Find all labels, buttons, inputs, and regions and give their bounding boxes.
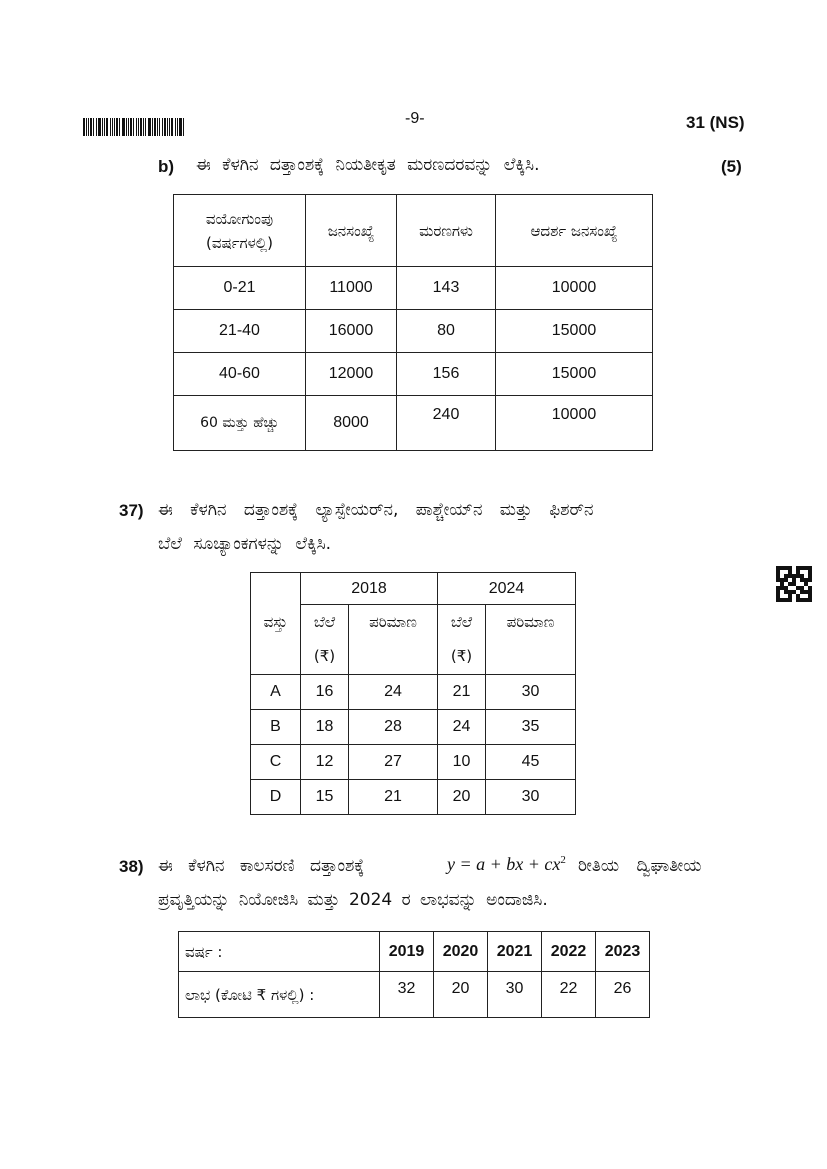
cell: 80 — [397, 310, 496, 353]
cell: D — [251, 780, 301, 815]
barcode-bar — [183, 118, 184, 136]
cell: 10000 — [496, 396, 653, 451]
cell: 0-21 — [174, 267, 306, 310]
rupee-unit: (₹) — [438, 639, 486, 675]
cell: 16 — [301, 675, 349, 710]
cell: 21 — [438, 675, 486, 710]
cell: 27 — [349, 745, 438, 780]
cell: 12000 — [306, 353, 397, 396]
cell: 15000 — [496, 353, 653, 396]
cell: A — [251, 675, 301, 710]
table-row — [174, 353, 653, 396]
header-quantity: ಪರಿಮಾಣ — [349, 605, 438, 675]
cell: 30 — [486, 675, 576, 710]
q37-line2: ಬೆಲೆ ಸೂಚ್ಯಾಂಕಗಳನ್ನು ಲೆಕ್ಕಿಸಿ. — [158, 534, 332, 554]
year-label: ವರ್ಷ : — [179, 932, 380, 972]
barcode-bar — [138, 118, 139, 136]
q38-line1-a: ಈ ಕೆಳಗಿನ ಕಾಲಸರಣಿ ದತ್ತಾಂಶಕ್ಕೆ — [158, 856, 365, 876]
barcode-bar — [136, 118, 137, 136]
qr-code — [776, 566, 812, 602]
q37-line1: ಈ ಕೆಳಗಿನ ದತ್ತಾಂಶಕ್ಕೆ ಲ್ಯಾಸ್ಪೇಯರ್‌ನ, ಪಾಶ್ಚೇಯ್‌ನ ಮತ್ತು ಫಿಶರ್‌ನ — [158, 500, 594, 520]
year-cell: 2020 — [434, 932, 488, 972]
cell: 15 — [301, 780, 349, 815]
cell: 28 — [349, 710, 438, 745]
barcode-bar — [148, 118, 151, 136]
barcode-bar — [154, 118, 156, 136]
barcode-bar — [152, 118, 153, 136]
barcode-bar — [167, 118, 168, 136]
barcode-bar — [102, 118, 103, 136]
header-deaths: ಮರಣಗಳು — [397, 195, 496, 267]
cell: 11000 — [306, 267, 397, 310]
barcode-bar — [114, 118, 115, 136]
header-year-2018: 2018 — [301, 573, 438, 605]
barcode-bar — [175, 118, 176, 136]
cell: 12 — [301, 745, 349, 780]
barcode-bar — [90, 118, 92, 136]
barcode-bar — [179, 118, 182, 136]
barcode-bar — [86, 118, 87, 136]
barcode-bar — [126, 118, 127, 136]
cell: 156 — [397, 353, 496, 396]
formula-exponent: 2 — [560, 854, 566, 866]
cell: 21-40 — [174, 310, 306, 353]
barcode-bar — [128, 118, 129, 136]
barcode-bar — [157, 118, 158, 136]
barcode-bar — [130, 118, 132, 136]
profit-cell: 30 — [488, 972, 542, 1018]
barcode-bar — [106, 118, 108, 136]
year-cell: 2023 — [596, 932, 650, 972]
q36b-label: b) — [158, 157, 175, 176]
barcode-bar — [159, 118, 160, 136]
barcode-bar — [171, 118, 173, 136]
q38-number: 38) — [119, 857, 144, 876]
table-row — [251, 780, 576, 815]
profit-label: ಲಾಭ (ಕೋಟಿ ₹ ಗಳಲ್ಲಿ) : — [179, 972, 380, 1018]
cell: 143 — [397, 267, 496, 310]
table-row — [251, 675, 576, 710]
q36b-text: ಈ ಕೆಳಗಿನ ದತ್ತಾಂಶಕ್ಕೆ ನಿಯತೀಕೃತ ಮರಣದರವನ್ನು ಲೆಕ್ಕಿಸಿ. — [196, 155, 540, 175]
barcode-bar — [145, 118, 146, 136]
profit-table — [178, 931, 650, 1018]
header-standard-population: ಆದರ್ಶ ಜನಸಂಖ್ಯೆ — [496, 195, 653, 267]
cell: 30 — [486, 780, 576, 815]
barcode-bar — [116, 118, 118, 136]
barcode-bar — [169, 118, 170, 136]
mortality-table — [173, 194, 653, 451]
cell: 10000 — [496, 267, 653, 310]
table-row — [251, 745, 576, 780]
profit-cell: 32 — [380, 972, 434, 1018]
cell: B — [251, 710, 301, 745]
rupee-unit: (₹) — [301, 639, 349, 675]
barcode-bar — [133, 118, 134, 136]
barcode-bar — [96, 118, 97, 136]
year-cell: 2021 — [488, 932, 542, 972]
table-row — [251, 710, 576, 745]
cell: 45 — [486, 745, 576, 780]
barcode-bar — [122, 118, 125, 136]
age-group-label: ವಯೋಗುಂಪು — [205, 209, 274, 228]
barcode-bar — [98, 118, 101, 136]
cell: 35 — [486, 710, 576, 745]
header-price: ಬೆಲೆ — [438, 605, 486, 639]
header-year-2024: 2024 — [438, 573, 576, 605]
barcode-bar — [119, 118, 120, 136]
profit-cell: 26 — [596, 972, 650, 1018]
header-population: ಜನಸಂಖ್ಯೆ — [306, 195, 397, 267]
cell: 20 — [438, 780, 486, 815]
page-number: -9- — [405, 110, 425, 127]
table-row — [174, 396, 653, 451]
q36b-marks: (5) — [721, 157, 742, 176]
age-group-unit: (ವರ್ಷಗಳಲ್ಲಿ) — [206, 233, 273, 252]
cell: 240 — [397, 396, 496, 451]
year-cell: 2022 — [542, 932, 596, 972]
qr-module — [808, 598, 812, 602]
cell: 8000 — [306, 396, 397, 451]
year-cell: 2019 — [380, 932, 434, 972]
header-quantity: ಪರಿಮಾಣ — [486, 605, 576, 675]
cell: 10 — [438, 745, 486, 780]
cell: 60 ಮತ್ತು ಹೆಚ್ಚು — [174, 396, 306, 451]
barcode-bar — [104, 118, 105, 136]
q38-line1-b: ರೀತಿಯ ದ್ವಿಘಾತೀಯ — [578, 856, 702, 876]
cell: 15000 — [496, 310, 653, 353]
q38-line2: ಪ್ರವೃತ್ತಿಯನ್ನು ನಿಯೋಜಿಸಿ ಮತ್ತು 2024 ರ ಲಾಭವನ್ನು ಅಂದಾಜಿಸಿ. — [158, 890, 548, 910]
header-item: ವಸ್ತು — [251, 573, 301, 675]
barcode-bar — [164, 118, 166, 136]
formula-y: y — [447, 854, 455, 874]
cell: 18 — [301, 710, 349, 745]
q37-number: 37) — [119, 501, 144, 520]
barcode-bar — [88, 118, 89, 136]
barcode-bar — [177, 118, 178, 136]
barcode-bar — [83, 118, 85, 136]
cell: 40-60 — [174, 353, 306, 396]
barcode — [83, 118, 185, 136]
cell: 24 — [349, 675, 438, 710]
profit-cell: 20 — [434, 972, 488, 1018]
header-age-group — [174, 195, 306, 267]
price-index-table — [250, 572, 576, 815]
cell: C — [251, 745, 301, 780]
cell: 16000 — [306, 310, 397, 353]
trend-formula — [447, 854, 566, 875]
profit-cell: 22 — [542, 972, 596, 1018]
cell: 21 — [349, 780, 438, 815]
barcode-bar — [112, 118, 113, 136]
formula-rhs: = a + bx + cx — [459, 854, 561, 874]
paper-code: 31 (NS) — [686, 113, 745, 132]
table-row — [174, 310, 653, 353]
barcode-bar — [140, 118, 142, 136]
header-price: ಬೆಲೆ — [301, 605, 349, 639]
barcode-bar — [93, 118, 94, 136]
barcode-bar — [162, 118, 163, 136]
barcode-bar — [110, 118, 111, 136]
cell: 24 — [438, 710, 486, 745]
barcode-bar — [143, 118, 144, 136]
table-row — [174, 267, 653, 310]
